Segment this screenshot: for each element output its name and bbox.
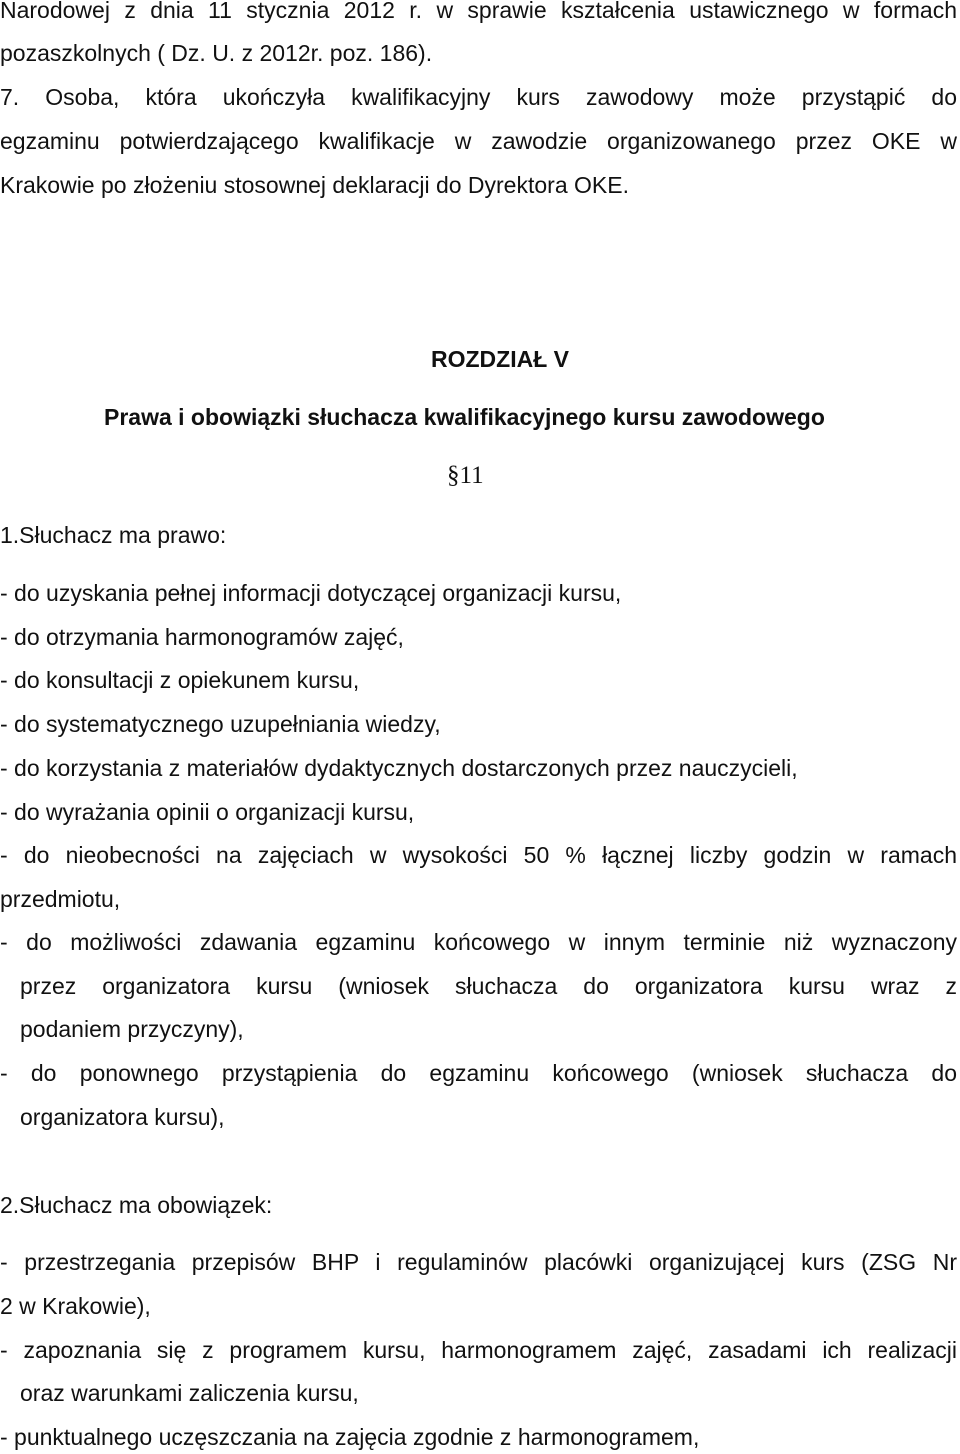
rights-item: - do systematycznego uzupełniania wiedzy,	[0, 711, 441, 737]
rights-item: - do uzyskania pełnej informacji dotyczącej organizacji kursu,	[0, 580, 622, 606]
rights-item: - do korzystania z materiałów dydaktycznych dostarczonych przez nauczycieli,	[0, 755, 798, 781]
duties-item: - przestrzegania przepisów BHP i regulaminów placówki organizującej kurs (ZSG Nr	[0, 1249, 957, 1275]
intro-line-2: pozaszkolnych ( Dz. U. z 2012r. poz. 186).	[0, 40, 433, 66]
chapter-subtitle: Prawa i obowiązki słuchacza kwalifikacyjnego kursu zawodowego	[104, 404, 825, 430]
section-number: §11	[447, 462, 484, 489]
rights-item-continued: organizatora kursu),	[20, 1104, 225, 1130]
rights-item-continued: przedmiotu,	[0, 886, 121, 912]
rights-item: - do wyrażania opinii o organizacji kursu,	[0, 799, 415, 825]
duties-item: - punktualnego uczęszczania na zajęcia zgodnie z harmonogramem,	[0, 1424, 700, 1450]
rights-item: - do otrzymania harmonogramów zajęć,	[0, 624, 404, 650]
duties-item-continued: 2 w Krakowie),	[0, 1293, 151, 1319]
rights-item-continued: podaniem przyczyny),	[20, 1016, 244, 1042]
rights-item: - do konsultacji z opiekunem kursu,	[0, 667, 360, 693]
intro-line-3: 7. Osoba, która ukończyła kwalifikacyjny kurs zawodowy może przystąpić do	[0, 84, 957, 110]
rights-item-continued: przez organizatora kursu (wniosek słuchacza do organizatora kursu wraz z	[20, 973, 957, 999]
section-number-value: 11	[459, 462, 484, 489]
intro-line-5: Krakowie po złożeniu stosownej deklaracji do Dyrektora OKE.	[0, 172, 629, 198]
rights-item: - do nieobecności na zajęciach w wysokości 50 % łącznej liczby godzin w ramach	[0, 842, 957, 868]
rights-heading: 1.Słuchacz ma prawo:	[0, 522, 227, 548]
intro-line-4: egzaminu potwierdzającego kwalifikacje w zawodzie organizowanego przez OKE w	[0, 128, 957, 154]
rights-item: - do ponownego przystąpienia do egzaminu końcowego (wniosek słuchacza do	[0, 1060, 957, 1086]
chapter-title: ROZDZIAŁ V	[431, 346, 569, 372]
intro-line-1: Narodowej z dnia 11 stycznia 2012 r. w sprawie kształcenia ustawicznego w formach	[0, 0, 957, 23]
rights-item: - do możliwości zdawania egzaminu końcowego w innym terminie niż wyznaczony	[0, 929, 957, 955]
duties-heading: 2.Słuchacz ma obowiązek:	[0, 1192, 273, 1218]
duties-item: - zapoznania się z programem kursu, harmonogramem zajęć, zasadami ich realizacji	[0, 1337, 957, 1363]
duties-item-continued: oraz warunkami zaliczenia kursu,	[20, 1380, 359, 1406]
